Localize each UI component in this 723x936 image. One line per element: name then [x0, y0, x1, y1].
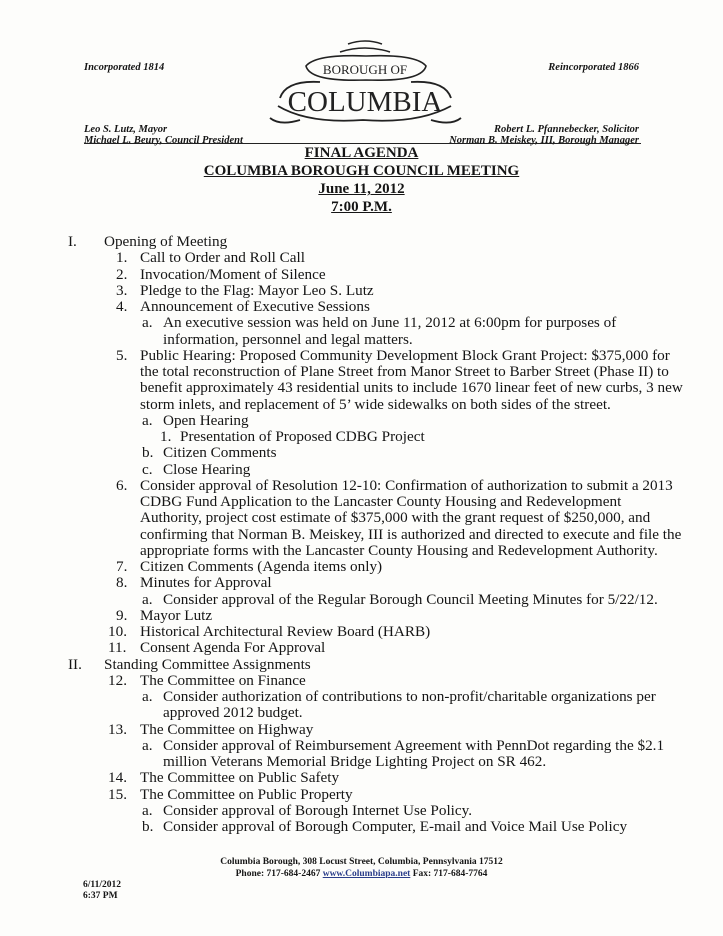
agenda-item-marker: 9.: [116, 606, 128, 624]
footer-phone: Phone: 717-684-2467: [235, 869, 321, 879]
agenda-item-text: Historical Architectural Review Board (HARB): [140, 623, 431, 640]
agenda-item-text: Announcement of Executive Sessions: [140, 298, 370, 315]
agenda-item-marker: I.: [68, 233, 77, 250]
manager-text: Norman B. Meiskey, III, Borough Manager: [449, 135, 639, 146]
agenda-item-marker: a.: [142, 736, 153, 754]
agenda-item-text: CDBG Fund Application to the Lancaster County Housing and Redevelopment: [140, 493, 622, 510]
footer-contact: [0, 869, 723, 879]
footer-address: Columbia Borough, 308 Locust Street, Columbia, Pennsylvania 17512: [220, 857, 503, 867]
agenda-item-text: Consent Agenda For Approval: [140, 639, 326, 657]
agenda-item-marker: 8.: [116, 574, 128, 592]
website-link[interactable]: www.Columbiapa.net: [322, 869, 411, 879]
meeting-time: 7:00 P.M.: [331, 199, 392, 215]
agenda-item-text: Standing Committee Assignments: [104, 655, 311, 673]
agenda-item-text: Presentation of Proposed CDBG Project: [180, 428, 425, 445]
agenda-item-text: million Veterans Memorial Bridge Lighting Project on SR 462.: [163, 753, 547, 770]
agenda-item-text: Citizen Comments: [163, 444, 277, 462]
agenda-item-marker: 1.: [116, 249, 128, 267]
svg-text:BOROUGH OF: BOROUGH OF: [322, 62, 408, 77]
agenda-item-marker: 10.: [108, 623, 127, 640]
agenda-title: FINAL AGENDA: [304, 145, 419, 161]
agenda-item-text: Consider approval of Reimbursement Agreement with PennDot regarding the $2.1: [163, 736, 665, 754]
agenda-item-marker: c.: [142, 460, 153, 478]
agenda-item-text: approved 2012 budget.: [163, 704, 303, 722]
agenda-item-marker: b.: [142, 818, 154, 835]
agenda-item-marker: 14.: [108, 769, 127, 787]
agenda-item-text: Close Hearing: [163, 460, 251, 478]
solicitor-text: Robert L. Pfannebecker, Solicitor: [494, 124, 639, 135]
agenda-item-marker: a.: [142, 801, 153, 819]
svg-text:COLUMBIA: COLUMBIA: [287, 86, 443, 118]
agenda-item-text: The Committee on Finance: [140, 671, 306, 689]
footer-fax: Fax: 717-684-7764: [412, 869, 488, 879]
agenda-item-marker: 15.: [108, 785, 127, 803]
agenda-item-text: Pledge to the Flag: Mayor Leo S. Lutz: [140, 281, 374, 299]
agenda-item-text: Consider approval of Borough Computer, E-mail and Voice Mail Use Policy: [163, 818, 628, 835]
agenda-item-marker: II.: [68, 655, 82, 673]
agenda-item-marker: 12.: [108, 671, 127, 689]
agenda-item-text: confirming that Norman B. Meiskey, III is authorized and directed to execute and file the: [140, 525, 682, 543]
meeting-date: June 11, 2012: [318, 181, 405, 197]
agenda-item-text: The Committee on Public Property: [140, 785, 353, 803]
agenda-item-text: Consider approval of Borough Internet Use Policy.: [163, 801, 473, 819]
agenda-item-text: storm inlets, and replacement of 5’ wide sidewalks on both sides of the street.: [140, 395, 611, 413]
agenda-item-marker: 6.: [116, 476, 128, 494]
print-time: 6:37 PM: [83, 891, 118, 901]
agenda-item-text: Minutes for Approval: [140, 574, 272, 592]
agenda-item-text: the total reconstruction of Plane Street from Manor Street to Barber Street (Phase II) to: [140, 363, 669, 380]
agenda-item-text: Consider approval of Resolution 12-10: Confirmation of authorization to submit a 2013: [140, 476, 673, 494]
agenda-item-text: An executive session was held on June 11, 2012 at 6:00pm for purposes of: [163, 314, 617, 332]
agenda-item-text: appropriate forms with the Lancaster County Housing and Redevelopment Authority.: [140, 541, 658, 559]
agenda-item-text: Mayor Lutz: [140, 606, 213, 624]
agenda-item-marker: a.: [142, 411, 153, 429]
reincorporated-text: Reincorporated 1866: [548, 62, 639, 73]
agenda-item-marker: 4.: [116, 298, 128, 315]
agenda-item-text: The Committee on Highway: [140, 720, 314, 738]
meeting-title: COLUMBIA BOROUGH COUNCIL MEETING: [203, 163, 520, 179]
agenda-item-text: information, personnel and legal matters.: [163, 330, 413, 348]
agenda-item-text: Opening of Meeting: [104, 233, 228, 250]
agenda-item-text: Call to Order and Roll Call: [140, 249, 305, 267]
council-president-text: Michael L. Beury, Council President: [84, 135, 243, 146]
agenda-item-marker: a.: [142, 688, 153, 705]
agenda-item-text: Invocation/Moment of Silence: [140, 265, 326, 283]
mayor-text: Leo S. Lutz, Mayor: [84, 124, 168, 135]
agenda-item-text: Consider approval of the Regular Borough Council Meeting Minutes for 5/22/12.: [163, 590, 658, 608]
agenda-item-marker: 1.: [160, 428, 172, 445]
agenda-item-marker: a.: [142, 590, 153, 608]
agenda-item-text: Citizen Comments (Agenda items only): [140, 558, 383, 575]
agenda-item-marker: a.: [142, 314, 153, 332]
agenda-item-marker: 11.: [108, 639, 127, 657]
header-divider: [84, 143, 641, 144]
agenda-item-text: Consider authorization of contributions to non-profit/charitable organizations per: [163, 688, 656, 705]
agenda-item-marker: 13.: [108, 720, 127, 738]
agenda-item-marker: 5.: [116, 346, 128, 364]
print-date: 6/11/2012: [83, 880, 122, 890]
agenda-item-marker: 2.: [116, 265, 128, 283]
agenda-item-text: Open Hearing: [163, 411, 249, 429]
agenda-item-text: The Committee on Public Safety: [140, 769, 340, 787]
agenda-item-text: benefit approximately 43 residential units to include 1670 linear feet of new curbs, 3 new: [140, 379, 683, 397]
incorporated-text: Incorporated 1814: [84, 62, 165, 73]
agenda-item-text: Public Hearing: Proposed Community Development Block Grant Project: $375,000 for: [140, 346, 670, 364]
borough-logo: [268, 36, 463, 126]
agenda-item-marker: 7.: [116, 558, 128, 575]
agenda-item-text: Authority, project cost estimate of $375,000 with the grant request of $250,000, and: [140, 509, 651, 527]
agenda-item-marker: b.: [142, 444, 154, 462]
agenda-item-marker: 3.: [116, 281, 128, 299]
